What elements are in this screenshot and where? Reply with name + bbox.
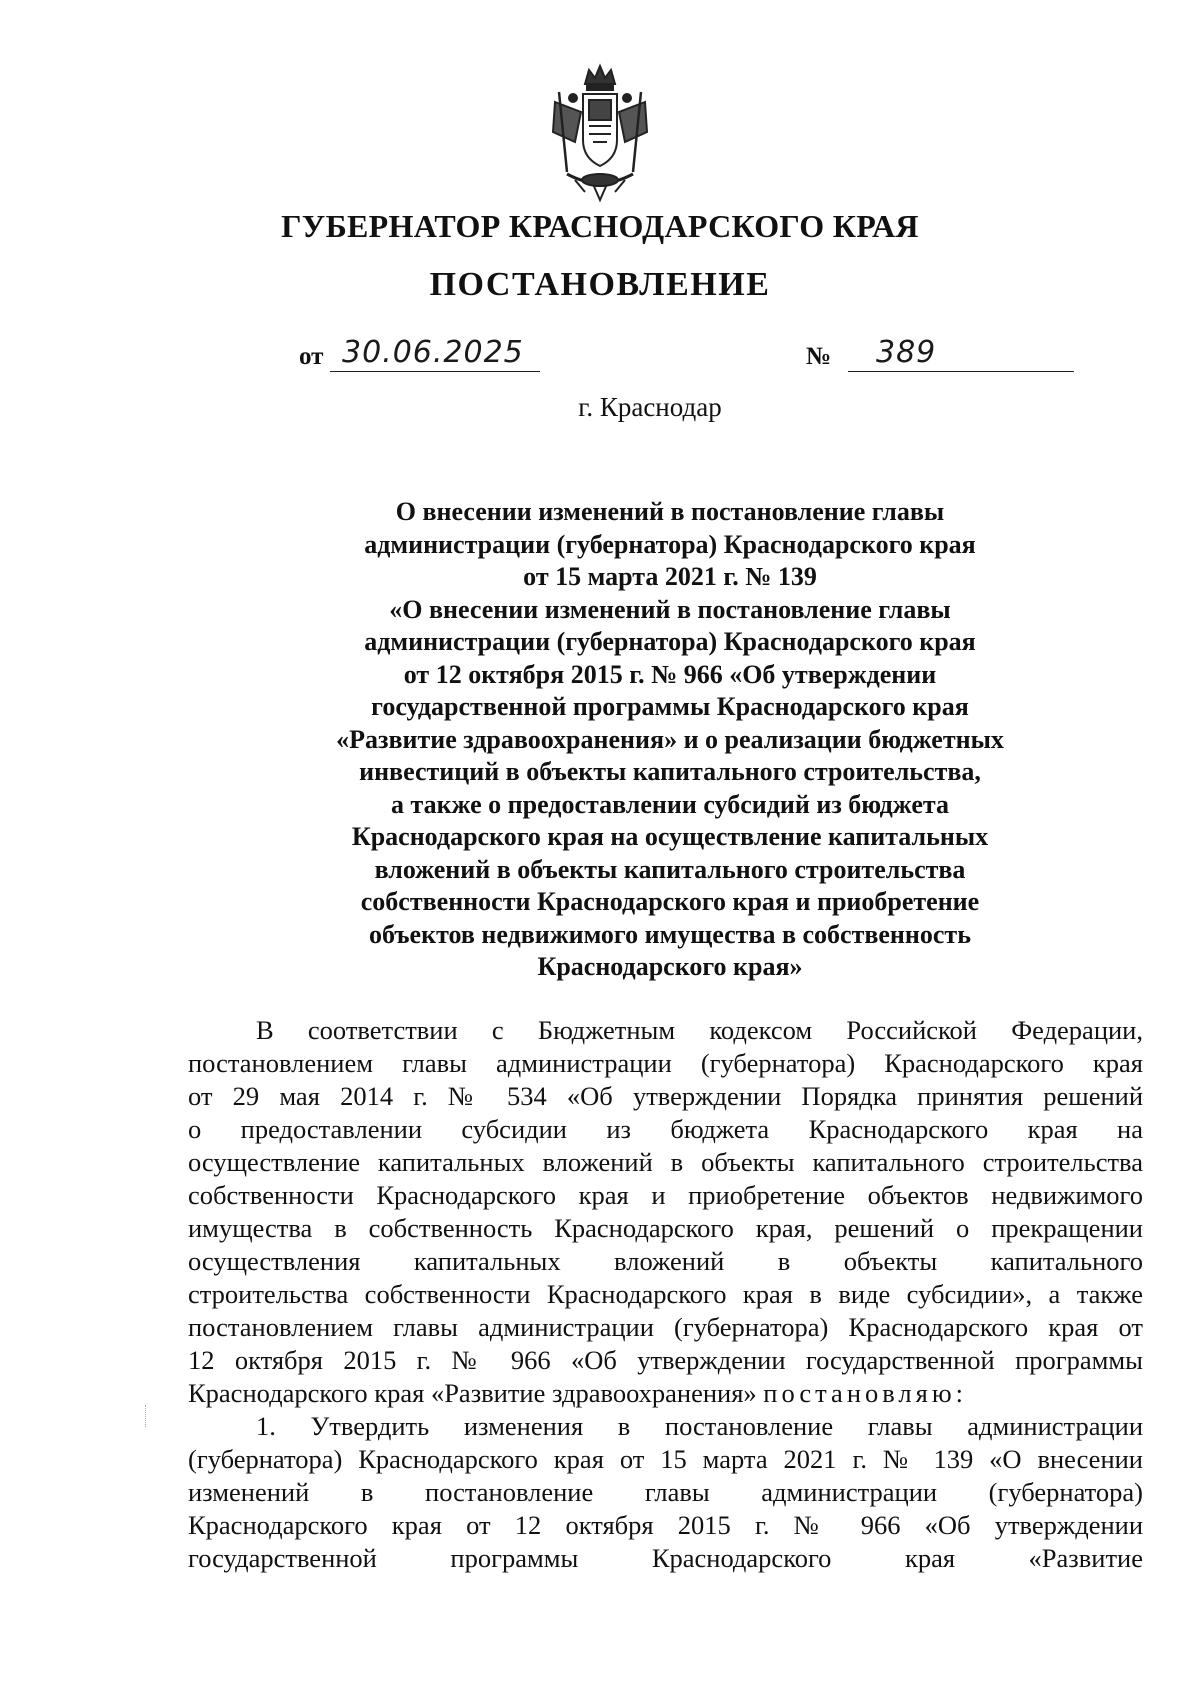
body-line: осуществление капитальных вложений в объекты капитального строительства bbox=[188, 1147, 1143, 1177]
body-line: 1. Утвердить изменения в постановление главы администрации bbox=[256, 1411, 1143, 1441]
coat-of-arms-icon bbox=[545, 62, 655, 212]
title-line: «Развитие здравоохранения» и о реализации бюджетных bbox=[336, 724, 1004, 754]
body-line: постановлением главы администрации (губернатора) Краснодарского края от bbox=[188, 1312, 1143, 1342]
title-line: объектов недвижимого имущества в собственность bbox=[369, 919, 971, 949]
decree-verb: постановляю: bbox=[763, 1378, 967, 1408]
body-line-text: Краснодарского края «Развитие здравоохранения» bbox=[188, 1378, 764, 1408]
document-type: ПОСТАНОВЛЕНИЕ bbox=[429, 266, 771, 303]
title-line: Краснодарского края» bbox=[537, 952, 803, 981]
body-line: имущества в собственность Краснодарского края, решений о прекращении bbox=[188, 1213, 1143, 1243]
date-number-row bbox=[0, 335, 1200, 385]
body-line: В соответствии с Бюджетным кодексом Российской Федерации, bbox=[256, 1015, 1143, 1045]
title-line: «О внесении изменений в постановление главы bbox=[389, 594, 951, 624]
date-label: от bbox=[299, 343, 324, 370]
title-line: администрации (губернатора) Краснодарского края bbox=[364, 529, 976, 559]
body-line: от 29 мая 2014 г. № 534 «Об утверждении Порядка принятия решений bbox=[188, 1081, 1143, 1111]
number-label: № bbox=[806, 343, 832, 370]
body-line: о предоставлении субсидии из бюджета Краснодарского края на bbox=[188, 1114, 1143, 1144]
body-line: изменений в постановление главы администрации (губернатора) bbox=[188, 1477, 1143, 1507]
title-line: администрации (губернатора) Краснодарского края bbox=[364, 627, 976, 656]
title-line: государственной программы Краснодарского края bbox=[371, 692, 969, 721]
body-line: собственности Краснодарского края и приобретение объектов недвижимого bbox=[188, 1180, 1143, 1210]
body-line: постановлением главы администрации (губернатора) Краснодарского края bbox=[188, 1048, 1143, 1078]
title-line: вложений в объекты капитального строительства bbox=[374, 854, 966, 884]
body-line: Краснодарского края от 12 октября 2015 г. № 966 «Об утверждении bbox=[188, 1510, 1143, 1540]
document-number: 389 bbox=[848, 335, 1074, 372]
title-line: от 15 марта 2021 г. № 139 bbox=[523, 562, 817, 591]
city: г. Краснодар bbox=[578, 392, 722, 422]
document-date: 30.06.2025 bbox=[330, 335, 540, 372]
body-line: государственной программы Краснодарского края «Развитие bbox=[188, 1543, 1143, 1573]
body-line: осуществления капитальных вложений в объекты капитального bbox=[188, 1246, 1143, 1276]
scan-margin-mark bbox=[145, 1405, 154, 1427]
title-line: Краснодарского края на осуществление капитальных bbox=[351, 822, 989, 851]
title-line: О внесении изменений в постановление главы bbox=[395, 497, 945, 526]
document-body bbox=[188, 1014, 1143, 1575]
body-line: (губернатора) Краснодарского края от 15 марта 2021 г. № 139 «О внесении bbox=[188, 1444, 1143, 1474]
document-title bbox=[230, 496, 1110, 984]
title-line: от 12 октября 2015 г. № 966 «Об утверждении bbox=[403, 659, 937, 689]
title-line: а также о предоставлении субсидий из бюджета bbox=[391, 789, 949, 819]
body-line: строительства собственности Краснодарского края в виде субсидии», а также bbox=[188, 1279, 1143, 1309]
title-line: собственности Краснодарского края и приобретение bbox=[360, 887, 980, 916]
body-line bbox=[188, 1377, 1143, 1410]
title-line: инвестиций в объекты капитального строительства, bbox=[359, 757, 981, 786]
body-line: 12 октября 2015 г. № 966 «Об утверждении государственной программы bbox=[188, 1345, 1143, 1375]
issuing-authority: ГУБЕРНАТОР КРАСНОДАРСКОГО КРАЯ bbox=[281, 208, 919, 244]
